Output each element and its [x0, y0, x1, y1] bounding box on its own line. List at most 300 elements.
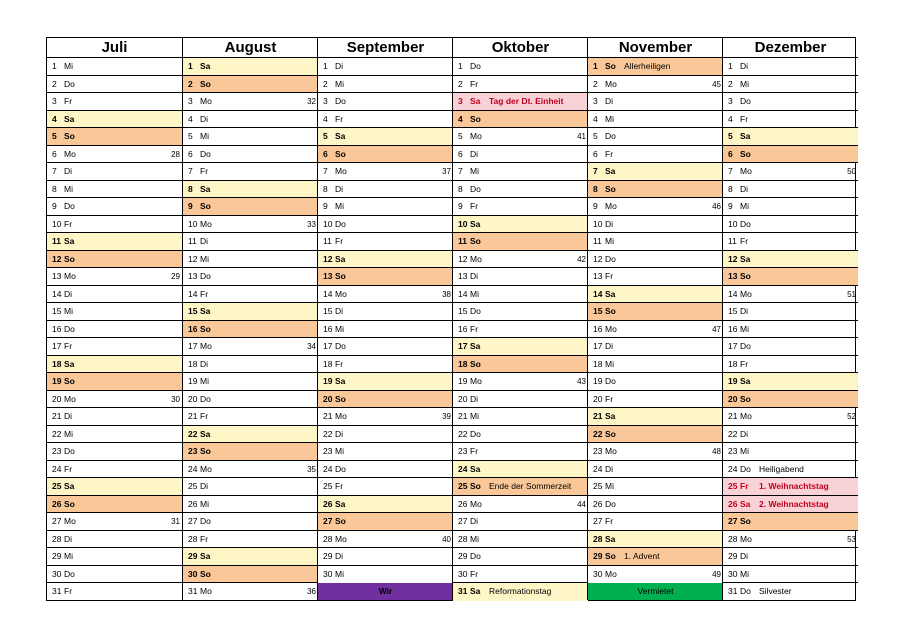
day-number: 1: [188, 61, 193, 71]
day-cell[interactable]: [183, 198, 318, 216]
weekday-label: Mo: [200, 96, 212, 106]
day-cell[interactable]: [47, 321, 182, 339]
day-number: 4: [188, 113, 193, 124]
day-number: 28: [728, 533, 738, 544]
weekday-label: Fr: [740, 113, 749, 124]
day-cell[interactable]: [723, 128, 858, 146]
day-cell[interactable]: [453, 163, 588, 181]
day-cell[interactable]: [723, 583, 858, 601]
day-cell[interactable]: [723, 251, 858, 269]
day-cell[interactable]: [453, 303, 588, 321]
day-cell[interactable]: [183, 496, 318, 514]
day-number: 12: [593, 253, 603, 264]
day-cell[interactable]: [588, 338, 723, 356]
day-cell[interactable]: [723, 146, 858, 164]
day-cell[interactable]: [183, 373, 318, 391]
day-number: 6: [188, 148, 193, 159]
day-cell[interactable]: [47, 531, 182, 549]
day-cell[interactable]: [183, 146, 318, 164]
day-cell[interactable]: [318, 233, 453, 251]
weekday-label: Di: [740, 551, 749, 561]
weekday-label: Fr: [64, 341, 73, 351]
day-cell[interactable]: [47, 566, 182, 584]
day-cell[interactable]: [588, 303, 723, 321]
day-cell[interactable]: [183, 531, 318, 549]
month-header: September: [318, 38, 453, 58]
day-number: 26: [728, 498, 738, 509]
day-cell[interactable]: [453, 58, 588, 76]
weekday-label: So: [200, 568, 211, 579]
weekday-label: Sa: [605, 288, 616, 299]
day-cell[interactable]: [47, 58, 182, 76]
day-cell[interactable]: [453, 76, 588, 94]
day-cell[interactable]: [318, 111, 453, 129]
day-number: 30: [728, 568, 738, 579]
weekday-label: Fr: [64, 586, 73, 596]
day-cell[interactable]: [47, 128, 182, 146]
day-cell[interactable]: [183, 478, 318, 496]
day-cell[interactable]: [453, 321, 588, 339]
weekday-label: Mo: [470, 376, 482, 386]
day-cell[interactable]: [318, 321, 453, 339]
day-cell[interactable]: [47, 111, 182, 129]
day-cell[interactable]: [47, 461, 182, 479]
day-cell[interactable]: [47, 251, 182, 269]
day-cell[interactable]: [723, 233, 858, 251]
day-cell[interactable]: [588, 146, 723, 164]
weekday-label: Di: [200, 358, 209, 369]
weekday-label: Sa: [470, 463, 481, 474]
day-cell[interactable]: [47, 478, 182, 496]
day-cell[interactable]: [588, 373, 723, 391]
day-cell[interactable]: [588, 198, 723, 216]
day-cell[interactable]: [723, 111, 858, 129]
day-cell[interactable]: [183, 58, 318, 76]
day-number: 24: [728, 463, 738, 474]
day-number: 4: [323, 113, 328, 124]
day-list: [47, 58, 182, 601]
day-cell[interactable]: [47, 146, 182, 164]
day-cell[interactable]: [47, 93, 182, 111]
weekday-label: Di: [64, 166, 73, 176]
day-number: 4: [458, 113, 463, 124]
day-number: 20: [593, 393, 603, 404]
day-cell[interactable]: [183, 181, 318, 199]
day-cell[interactable]: [183, 286, 318, 304]
day-cell[interactable]: [723, 338, 858, 356]
day-cell[interactable]: [318, 391, 453, 409]
day-number: 1: [728, 61, 733, 71]
day-cell[interactable]: [588, 566, 723, 584]
day-cell[interactable]: [183, 216, 318, 234]
day-cell[interactable]: [588, 321, 723, 339]
day-cell[interactable]: [318, 373, 453, 391]
day-cell[interactable]: [588, 163, 723, 181]
day-number: 16: [593, 323, 603, 334]
weekday-label: Sa: [470, 341, 481, 351]
day-cell[interactable]: [183, 163, 318, 181]
day-cell[interactable]: [588, 531, 723, 549]
day-cell[interactable]: [183, 128, 318, 146]
weekday-label: Mo: [470, 131, 482, 141]
day-cell[interactable]: [453, 198, 588, 216]
day-cell[interactable]: [318, 198, 453, 216]
day-cell[interactable]: [183, 513, 318, 531]
day-number: 18: [593, 358, 603, 369]
day-cell[interactable]: [588, 216, 723, 234]
day-cell[interactable]: [723, 513, 858, 531]
day-cell[interactable]: [318, 163, 453, 181]
day-cell[interactable]: [723, 548, 858, 566]
day-cell[interactable]: [183, 268, 318, 286]
weekday-label: So: [64, 376, 75, 386]
day-number: 13: [593, 271, 603, 281]
day-cell[interactable]: [47, 391, 182, 409]
day-cell[interactable]: [47, 286, 182, 304]
day-number: 17: [593, 341, 603, 351]
day-cell[interactable]: [183, 461, 318, 479]
day-cell[interactable]: [318, 251, 453, 269]
day-cell[interactable]: [588, 408, 723, 426]
day-cell[interactable]: [588, 461, 723, 479]
week-number: 35: [307, 464, 316, 474]
weekday-label: Fr: [740, 481, 749, 491]
day-cell[interactable]: [47, 216, 182, 234]
weekday-label: Mo: [200, 341, 212, 351]
day-number: 21: [593, 411, 603, 421]
day-number: 19: [593, 376, 603, 386]
day-cell[interactable]: [588, 478, 723, 496]
day-cell[interactable]: [453, 233, 588, 251]
weekday-label: Sa: [64, 236, 75, 246]
day-cell[interactable]: [318, 146, 453, 164]
day-number: 30: [323, 568, 333, 579]
weekday-label: Fr: [335, 358, 344, 369]
weekday-label: Mi: [335, 568, 344, 579]
weekday-label: Di: [470, 148, 479, 159]
weekday-label: Mo: [605, 78, 617, 89]
day-cell[interactable]: [318, 356, 453, 374]
day-cell[interactable]: [588, 233, 723, 251]
day-cell[interactable]: [318, 286, 453, 304]
day-number: 18: [188, 358, 198, 369]
day-cell[interactable]: [47, 443, 182, 461]
day-cell[interactable]: [318, 513, 453, 531]
weekday-label: Fr: [470, 568, 479, 579]
day-number: 26: [188, 498, 198, 509]
week-number: 30: [171, 394, 180, 404]
day-cell[interactable]: [723, 216, 858, 234]
day-number: 29: [593, 551, 603, 561]
day-cell[interactable]: [183, 566, 318, 584]
day-cell[interactable]: [588, 58, 723, 76]
day-cell[interactable]: [47, 426, 182, 444]
weekday-label: Di: [740, 183, 749, 194]
day-number: 11: [188, 236, 197, 246]
day-number: 26: [323, 498, 333, 509]
day-cell[interactable]: [318, 531, 453, 549]
day-cell[interactable]: [723, 373, 858, 391]
day-number: 4: [728, 113, 733, 124]
day-number: 23: [52, 446, 62, 456]
day-cell[interactable]: [183, 443, 318, 461]
day-cell[interactable]: [453, 513, 588, 531]
day-number: 11: [323, 236, 332, 246]
day-cell[interactable]: [318, 408, 453, 426]
day-cell[interactable]: [183, 303, 318, 321]
weekday-label: Sa: [64, 358, 75, 369]
day-cell[interactable]: [318, 548, 453, 566]
day-cell[interactable]: [183, 111, 318, 129]
day-cell[interactable]: [588, 286, 723, 304]
day-cell[interactable]: [318, 566, 453, 584]
day-cell[interactable]: [723, 268, 858, 286]
weekday-label: Fr: [335, 481, 344, 491]
day-cell[interactable]: [453, 111, 588, 129]
day-cell[interactable]: [723, 461, 858, 479]
day-cell[interactable]: [723, 496, 858, 514]
day-cell[interactable]: [183, 251, 318, 269]
day-cell[interactable]: [453, 461, 588, 479]
day-cell[interactable]: [47, 198, 182, 216]
week-number: 43: [577, 377, 586, 386]
weekday-label: Fr: [605, 393, 614, 404]
day-cell[interactable]: [453, 181, 588, 199]
day-cell[interactable]: [318, 426, 453, 444]
weekday-label: Di: [470, 393, 479, 404]
day-cell[interactable]: [47, 373, 182, 391]
day-cell[interactable]: [723, 58, 858, 76]
day-number: 6: [458, 148, 463, 159]
day-cell[interactable]: [588, 426, 723, 444]
day-cell[interactable]: [453, 496, 588, 514]
day-cell[interactable]: [588, 496, 723, 514]
day-cell[interactable]: [588, 181, 723, 199]
day-cell[interactable]: [453, 408, 588, 426]
weekday-label: Di: [64, 411, 73, 421]
day-cell[interactable]: [453, 356, 588, 374]
day-cell[interactable]: [453, 146, 588, 164]
day-cell[interactable]: [453, 216, 588, 234]
day-number: 10: [593, 218, 603, 229]
day-cell[interactable]: [453, 478, 588, 496]
day-cell[interactable]: [723, 356, 858, 374]
day-cell[interactable]: [453, 286, 588, 304]
day-cell[interactable]: [453, 583, 588, 601]
day-cell[interactable]: [453, 268, 588, 286]
day-cell[interactable]: [183, 76, 318, 94]
weekday-label: Fr: [64, 463, 73, 474]
day-cell[interactable]: [318, 216, 453, 234]
weekday-label: Do: [64, 201, 75, 211]
day-cell[interactable]: [588, 443, 723, 461]
day-cell[interactable]: [47, 303, 182, 321]
day-cell[interactable]: [183, 321, 318, 339]
day-cell[interactable]: [453, 426, 588, 444]
weekday-label: Do: [64, 323, 75, 334]
day-cell[interactable]: [47, 181, 182, 199]
weekday-label: Sa: [470, 586, 481, 596]
day-cell[interactable]: [453, 251, 588, 269]
day-cell[interactable]: [588, 548, 723, 566]
weekday-label: Do: [335, 218, 346, 229]
weekday-label: Mi: [64, 183, 73, 194]
day-cell[interactable]: [723, 93, 858, 111]
day-cell[interactable]: [723, 443, 858, 461]
day-cell[interactable]: [588, 128, 723, 146]
weekday-label: Mi: [335, 323, 344, 334]
day-number: 9: [458, 201, 463, 211]
day-cell[interactable]: [318, 76, 453, 94]
weekday-label: Do: [605, 498, 616, 509]
day-cell[interactable]: [47, 163, 182, 181]
day-cell[interactable]: [47, 548, 182, 566]
day-cell[interactable]: [318, 58, 453, 76]
day-cell[interactable]: [47, 268, 182, 286]
day-cell[interactable]: [453, 373, 588, 391]
weekday-label: So: [200, 78, 211, 89]
weekday-label: Sa: [740, 253, 751, 264]
day-cell[interactable]: [588, 268, 723, 286]
day-cell[interactable]: [318, 496, 453, 514]
day-cell[interactable]: [588, 93, 723, 111]
day-cell[interactable]: [723, 426, 858, 444]
day-cell[interactable]: [183, 583, 318, 601]
weekday-label: Mo: [335, 288, 347, 299]
day-cell[interactable]: [723, 408, 858, 426]
week-number: 42: [577, 254, 586, 264]
day-cell[interactable]: [318, 478, 453, 496]
day-cell[interactable]: [723, 76, 858, 94]
day-cell[interactable]: [723, 303, 858, 321]
day-cell[interactable]: [453, 531, 588, 549]
day-cell[interactable]: [47, 408, 182, 426]
weekday-label: Do: [605, 376, 616, 386]
day-number: 7: [593, 166, 598, 176]
day-cell[interactable]: [723, 391, 858, 409]
day-cell[interactable]: [453, 443, 588, 461]
day-cell[interactable]: [318, 93, 453, 111]
day-cell[interactable]: [183, 426, 318, 444]
day-cell[interactable]: [183, 408, 318, 426]
day-cell[interactable]: [47, 233, 182, 251]
day-cell[interactable]: [183, 391, 318, 409]
day-cell[interactable]: [183, 233, 318, 251]
day-number: 28: [458, 533, 468, 544]
day-number: 30: [458, 568, 468, 579]
week-number: 49: [712, 569, 721, 579]
day-cell[interactable]: [318, 181, 453, 199]
weekday-label: So: [200, 201, 211, 211]
day-cell[interactable]: [588, 251, 723, 269]
day-cell[interactable]: [47, 583, 182, 601]
day-cell[interactable]: [47, 338, 182, 356]
day-cell[interactable]: [47, 356, 182, 374]
day-cell[interactable]: [723, 163, 858, 181]
weekday-label: So: [605, 428, 616, 439]
weekday-label: Fr: [200, 411, 209, 421]
weekday-label: Do: [64, 446, 75, 456]
day-cell[interactable]: [453, 548, 588, 566]
weekday-label: Mo: [605, 323, 617, 334]
weekday-label: Di: [200, 236, 209, 246]
day-cell[interactable]: [318, 338, 453, 356]
day-cell[interactable]: [183, 548, 318, 566]
weekday-label: Do: [200, 148, 211, 159]
day-number: 23: [188, 446, 198, 456]
day-number: 2: [458, 78, 463, 89]
day-cell[interactable]: [723, 566, 858, 584]
day-cell[interactable]: [588, 356, 723, 374]
day-cell[interactable]: [318, 128, 453, 146]
day-cell[interactable]: [453, 93, 588, 111]
day-number: 23: [593, 446, 603, 456]
weekday-label: So: [740, 271, 751, 281]
day-cell[interactable]: [588, 111, 723, 129]
day-number: 13: [458, 271, 468, 281]
day-cell[interactable]: [723, 286, 858, 304]
weekday-label: Di: [335, 61, 344, 71]
day-cell[interactable]: [588, 391, 723, 409]
day-cell[interactable]: [183, 356, 318, 374]
weekday-label: Sa: [200, 183, 211, 194]
weekday-label: Mi: [605, 113, 614, 124]
day-cell[interactable]: [453, 391, 588, 409]
day-cell[interactable]: [47, 513, 182, 531]
day-cell[interactable]: [453, 566, 588, 584]
day-cell[interactable]: [453, 338, 588, 356]
weekday-label: Mo: [64, 148, 76, 159]
day-cell[interactable]: [723, 181, 858, 199]
weekday-label: Do: [470, 183, 481, 194]
weekday-label: Fr: [605, 148, 614, 159]
day-number: 19: [728, 376, 738, 386]
day-cell[interactable]: [588, 76, 723, 94]
day-cell[interactable]: [183, 338, 318, 356]
day-list: [723, 58, 858, 601]
day-number: 12: [52, 253, 62, 264]
day-number: 10: [52, 218, 62, 229]
day-cell[interactable]: [47, 76, 182, 94]
weekday-label: Fr: [200, 288, 209, 299]
weekday-label: Sa: [605, 166, 616, 176]
day-number: 19: [323, 376, 333, 386]
day-cell[interactable]: [723, 531, 858, 549]
day-number: 24: [52, 463, 62, 474]
day-cell[interactable]: [588, 513, 723, 531]
weekday-label: Mo: [200, 218, 212, 229]
day-cell[interactable]: [318, 268, 453, 286]
day-cell[interactable]: [318, 461, 453, 479]
day-cell[interactable]: [47, 496, 182, 514]
day-number: 18: [52, 358, 62, 369]
day-cell[interactable]: [723, 198, 858, 216]
day-cell[interactable]: [183, 93, 318, 111]
weekday-label: So: [740, 148, 751, 159]
day-cell[interactable]: [318, 443, 453, 461]
day-cell[interactable]: [318, 303, 453, 321]
day-number: 6: [728, 148, 733, 159]
day-note: Allerheiligen: [624, 61, 671, 71]
day-note: Reformationstag: [489, 586, 552, 596]
day-cell[interactable]: [453, 128, 588, 146]
day-cell[interactable]: [723, 478, 858, 496]
day-number: 3: [52, 96, 57, 106]
month-header: Dezember: [723, 38, 858, 58]
weekday-label: Mo: [740, 411, 752, 421]
weekday-label: Do: [605, 131, 616, 141]
day-cell[interactable]: [723, 321, 858, 339]
